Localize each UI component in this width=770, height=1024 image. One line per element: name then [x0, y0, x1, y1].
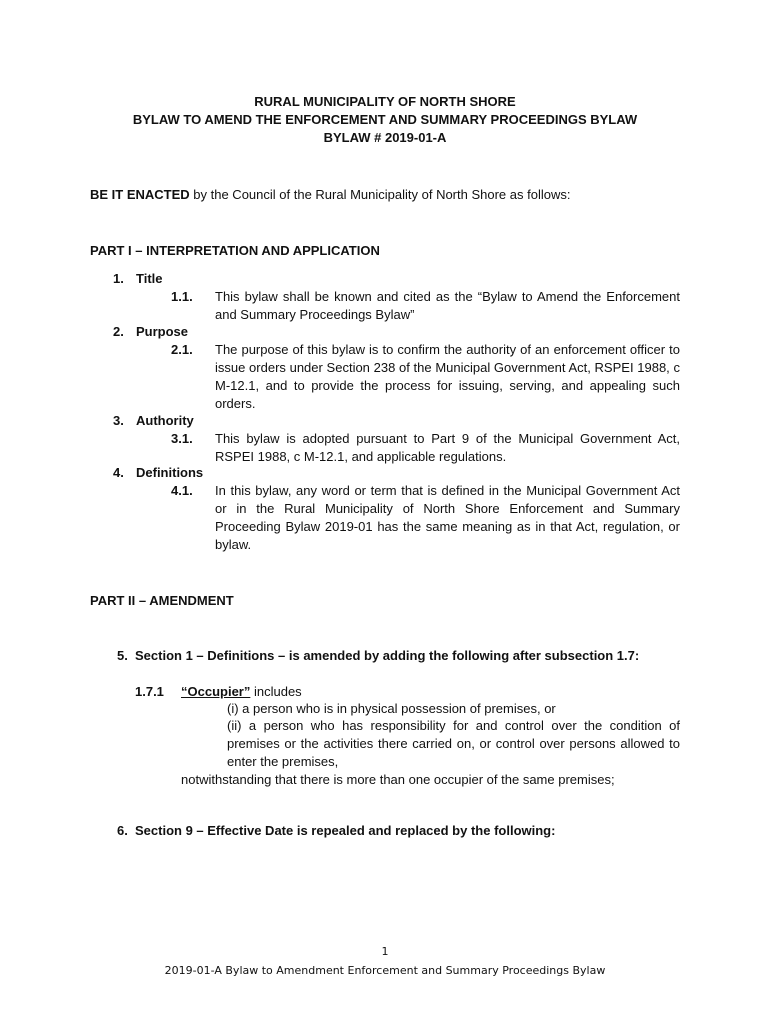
definition-term: “Occupier” [181, 684, 251, 699]
item-4-subnumber: 4.1. [171, 483, 193, 498]
item-2-number: 2. [113, 324, 124, 339]
header-line-2: BYLAW TO AMEND THE ENFORCEMENT AND SUMMARY PROCEEDINGS BYLAW [132, 112, 638, 127]
item-2-label: Purpose [136, 324, 189, 339]
item-3-text: This bylaw is adopted pursuant to Part 9 of the Municipal Government Act, RSPEI 1988, c M-12.1, and applicable regulations. [215, 431, 680, 464]
item-3-number: 3. [113, 413, 124, 428]
definition-number: 1.7.1 [135, 684, 164, 699]
definition-clause-i: (i) a person who is in physical possession of premises, or [227, 701, 556, 716]
enacted-clause [90, 186, 570, 204]
item-1-text: This bylaw shall be known and cited as the “Bylaw to Amend the Enforcement and Summary Proceedings Bylaw” [215, 289, 680, 322]
enacted-rest: by the Council of the Rural Municipality of North Shore as follows: [189, 187, 571, 202]
section-5-text: Section 1 – Definitions – is amended by adding the following after subsection 1.7: [135, 648, 640, 663]
enacted-bold: BE IT ENACTED [90, 187, 190, 202]
item-2-text: The purpose of this bylaw is to confirm the authority of an enforcement officer to issue orders under Section 238 of the Municipal Government Act, RSPEI 1988, c M-12.1, and to provide the process for issuing, serving, and appealing such orders. [215, 342, 680, 411]
part2-heading: PART II – AMENDMENT [90, 593, 234, 608]
item-3-subnumber: 3.1. [171, 431, 193, 446]
item-1-number: 1. [113, 271, 124, 286]
item-4-text: In this bylaw, any word or term that is defined in the Municipal Government Act or in the Rural Municipality of North Shore Enforcement and Summary Proceeding Bylaw 2019-01 has the same meaning as in that Act, regulation, or bylaw. [215, 483, 680, 552]
page-number: 1 [381, 945, 389, 958]
definition-includes: includes [250, 684, 302, 699]
part1-heading: PART I – INTERPRETATION AND APPLICATION [90, 243, 380, 258]
definition-line [181, 683, 302, 701]
section-5-number: 5. [117, 648, 128, 663]
header-line-1: RURAL MUNICIPALITY OF NORTH SHORE [254, 94, 516, 109]
item-1-label: Title [136, 271, 163, 286]
section-6-number: 6. [117, 823, 128, 838]
header-line-3: BYLAW # 2019-01-A [323, 130, 447, 145]
definition-clause-ii: (ii) a person who has responsibility for and control over the condition of premises or the activities there carried on, or control over persons allowed to enter the premises, [227, 718, 680, 769]
section-6-text: Section 9 – Effective Date is repealed and replaced by the following: [135, 823, 556, 838]
item-4-number: 4. [113, 465, 124, 480]
item-2-subnumber: 2.1. [171, 342, 193, 357]
item-1-subnumber: 1.1. [171, 289, 193, 304]
footer-text: 2019-01-A Bylaw to Amendment Enforcement and Summary Proceedings Bylaw [164, 964, 606, 977]
item-4-label: Definitions [136, 465, 204, 480]
item-3-label: Authority [136, 413, 194, 428]
definition-tail: notwithstanding that there is more than one occupier of the same premises; [181, 772, 615, 787]
